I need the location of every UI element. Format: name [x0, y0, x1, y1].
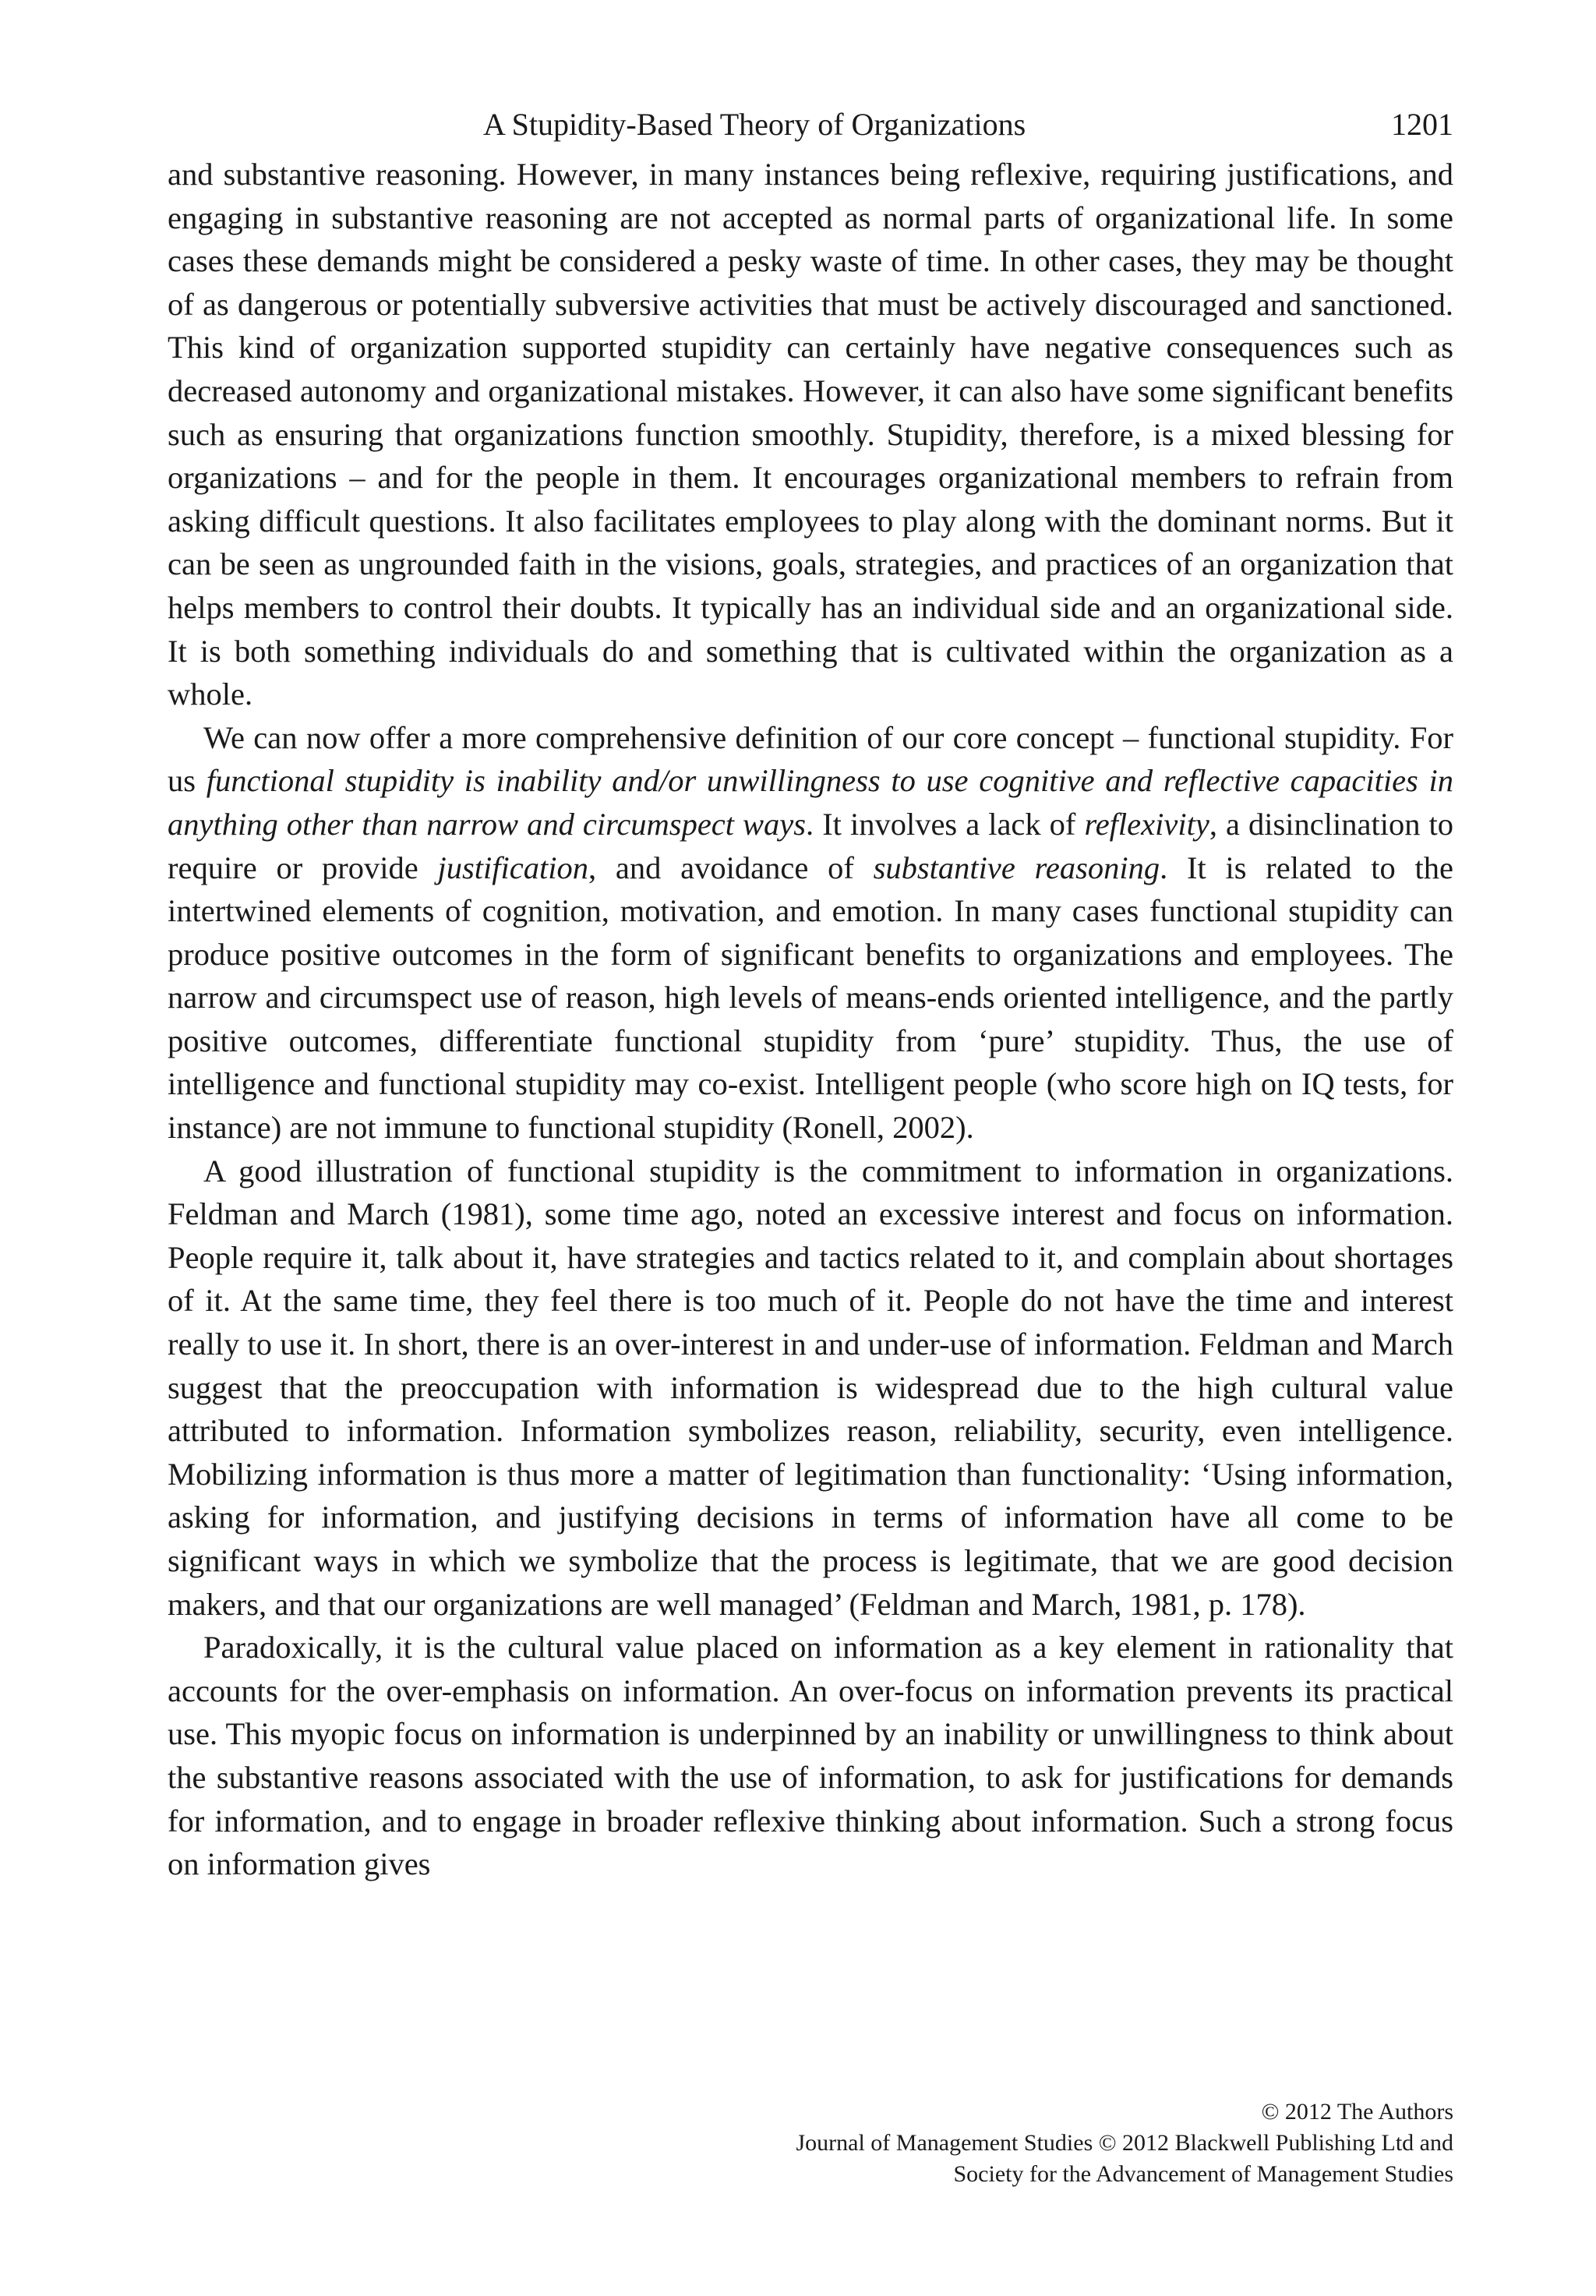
- italic-term: reflexivity: [1084, 806, 1209, 842]
- copyright-footer: [796, 2096, 1453, 2190]
- paragraph: [168, 1626, 1453, 1886]
- copyright-line: © 2012 The Authors: [1261, 2099, 1453, 2125]
- paragraph: [168, 716, 1453, 1150]
- paragraph-text: We can now offer a more comprehensive definition of our core concept – functional stupidity. For us: [168, 719, 1453, 799]
- paragraph-text: and substantive reasoning. However, in many instances being reflexive, requiring justifications, and engaging in substantive reasoning are not accepted as normal parts of organizational life. In some cases these demands might be considered a pesky waste of time. In other cases, they may be thought of as dangerous or potentially subversive activities that must be actively discouraged and sanctioned. This kind of organization supported stupidity can certainly have negative consequences such as decreased autonomy and organizational mistakes. However, it can also have some significant benefits such as ensuring that organizations function smoothly. Stupidity, therefore, is a mixed blessing for organizations – and for the people in them. It encourages organizational members to refrain from asking difficult questions. It also facilitates employees to play along with the dominant norms. But it can be seen as ungrounded faith in the visions, goals, strategies, and practices of an organization that helps members to control their doubts. It typically has an individual side and an organizational side. It is both something individuals do and something that is cultivated within the organization as a whole.: [168, 157, 1453, 712]
- copyright-line: Journal of Management Studies © 2012 Blackwell Publishing Ltd and: [796, 2130, 1453, 2156]
- paragraph: [168, 1150, 1453, 1627]
- journal-page: [168, 101, 1453, 1886]
- italic-term: substantive reasoning: [873, 850, 1160, 885]
- running-head: [168, 101, 1453, 148]
- copyright-line: Society for the Advancement of Management Studies: [953, 2161, 1453, 2187]
- paragraph-text: . It involves a lack of: [806, 806, 1085, 842]
- running-title: A Stupidity-Based Theory of Organizations: [483, 107, 1026, 142]
- paragraph-text: A good illustration of functional stupidity is the commitment to information in organizations. Feldman and March (1981), some time ago, noted an excessive interest and focus on information. People require it, talk about it, have strategies and tactics related to it, and complain about shortages of it. At the same time, they feel there is too much of it. People do not have the time and interest really to use it. In short, there is an over-interest in and under-use of information. Feldman and March suggest that the preoccupation with information is widespread due to the high cultural value attributed to information. Information symbolizes reason, reliability, security, even intelligence. Mobilizing information is thus more a matter of legitimation than functionality: ‘Using information, asking for information, and justifying decisions in terms of information have all come to be significant ways in which we symbolize that the process is legitimate, that we are good decision makers, and that our organizations are well managed’ (Feldman and March, 1981, p. 178).: [168, 1153, 1453, 1622]
- italic-term: justification: [437, 850, 588, 885]
- paragraph-text: , and avoidance of: [588, 850, 874, 885]
- italic-definition: functional stupidity is inability and/or unwillingness to use cognitive and reflective capacities in anything other than narrow and circumspect ways: [168, 763, 1453, 842]
- page-number: 1201: [1391, 107, 1453, 142]
- paragraph-text: , a disinclination to require or provide: [168, 806, 1453, 885]
- body-text: [168, 153, 1453, 1886]
- paragraph-text: . It is related to the intertwined elements of cognition, motivation, and emotion. In many cases functional stupidity can produce positive outcomes in the form of significant benefits to organizations and employees. The narrow and circumspect use of reason, high levels of means-ends oriented intelligence, and the partly positive outcomes, differentiate functional stupidity from ‘pure’ stupidity. Thus, the use of intelligence and functional stupidity may co-exist. Intelligent people (who score high on IQ tests, for instance) are not immune to functional stupidity (Ronell, 2002).: [168, 850, 1454, 1146]
- paragraph: [168, 153, 1453, 716]
- paragraph-text: Paradoxically, it is the cultural value placed on information as a key element in rationality that accounts for the over-emphasis on information. An over-focus on information prevents its practical use. This myopic focus on information is underpinned by an inability or unwillingness to think about the substantive reasons associated with the use of information, to ask for justifications for demands for information, and to engage in broader reflexive thinking about information. Such a strong focus on information gives: [168, 1630, 1453, 1882]
